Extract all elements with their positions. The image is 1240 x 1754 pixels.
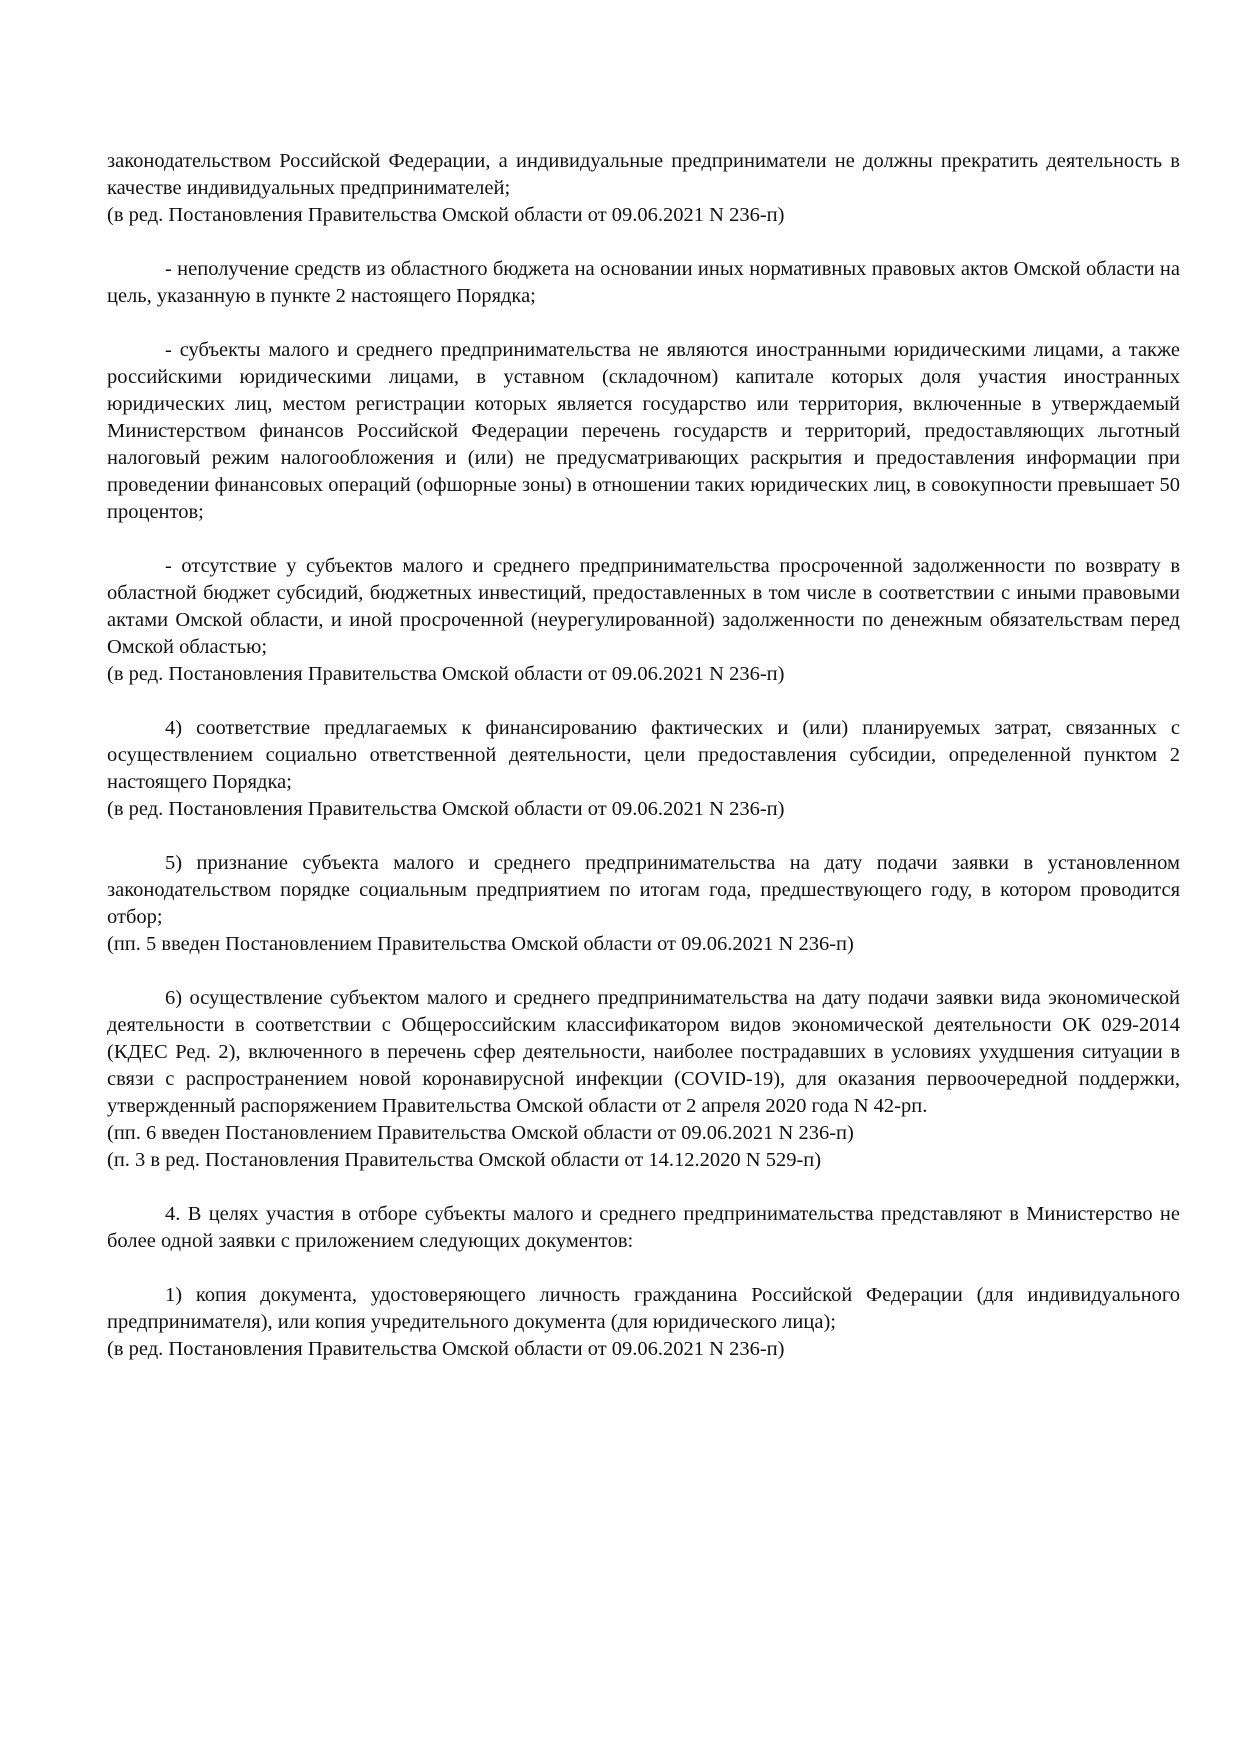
amendment-note: (в ред. Постановления Правительства Омской области от 09.06.2021 N 236-п)	[107, 798, 785, 820]
document-page	[107, 148, 1180, 1390]
paragraph-not-foreign-entities: - субъекты малого и среднего предпринимательства не являются иностранными юридическими лицами, а также российскими юридическими лицами, в уставном (складочном) капитале которых доля участия иностранных юридических лиц, местом регистрации которых является государство или территория, включенные в утверждаемый Министерством финансов Российской Федерации перечень государств и территорий, предоставляющих льготный налоговый режим налогообложения и (или) не предусматривающих раскрытия и предоставления информации при проведении финансовых операций (офшорные зоны) в отношении таких юридических лиц, в совокупности превышает 50 процентов;	[107, 339, 1180, 523]
amendment-note: (пп. 5 введен Постановлением Правительства Омской области от 09.06.2021 N 236-п)	[107, 933, 854, 955]
amendment-note: (п. 3 в ред. Постановления Правительства Омской области от 14.12.2020 N 529-п)	[107, 1149, 822, 1171]
no-budget-funds-block	[107, 256, 1180, 310]
paragraph-no-budget-funds: - неполучение средств из областного бюджета на основании иных нормативных правовых актов Омской области на цель, указанную в пункте 2 настоящего Порядка;	[107, 258, 1180, 307]
paragraph-no-overdue-debt: - отсутствие у субъектов малого и среднего предпринимательства просроченной задолженности по возврату в областной бюджет субсидий, бюджетных инвестиций, предоставленных в том числе в соответствии с иными правовыми актами Омской области, и иной просроченной (неурегулированной) задолженности по денежным обязательствам перед Омской областью;	[107, 555, 1180, 658]
amendment-note: (в ред. Постановления Правительства Омской области от 09.06.2021 N 236-п)	[107, 204, 785, 226]
continuation-block	[107, 148, 1180, 229]
paragraph-item-6: 6) осуществление субъектом малого и среднего предпринимательства на дату подачи заявки вида экономической деятельности в соответствии с Общероссийским классификатором видов экономической деятельности ОК 029-2014 (КДЕС Ред. 2), включенного в перечень сфер деятельности, наиболее пострадавших в условиях ухудшения ситуации в связи с распространением новой коронавирусной инфекции (COVID-19), для оказания первоочередной поддержки, утвержденный распоряжением Правительства Омской области от 2 апреля 2020 года N 42-рп.	[107, 987, 1180, 1117]
paragraph-item-4: 4) соответствие предлагаемых к финансированию фактических и (или) планируемых затрат, связанных с осуществлением социально ответственной деятельности, цели предоставления субсидии, определенной пунктом 2 настоящего Порядка;	[107, 717, 1180, 793]
paragraph-doc-item-1: 1) копия документа, удостоверяющего личность гражданина Российской Федерации (для индивидуального предпринимателя), или копия учредительного документа (для юридического лица);	[107, 1284, 1180, 1333]
amendment-note: (в ред. Постановления Правительства Омской области от 09.06.2021 N 236-п)	[107, 1338, 785, 1360]
item-4-block	[107, 715, 1180, 823]
no-overdue-debt-block	[107, 553, 1180, 688]
item-5-block	[107, 850, 1180, 958]
paragraph-item-5: 5) признание субъекта малого и среднего предпринимательства на дату подачи заявки в установленном законодательством порядке социальным предприятием по итогам года, предшествующего году, в котором проводится отбор;	[107, 852, 1180, 928]
section-4-block	[107, 1201, 1180, 1255]
doc-item-1-block	[107, 1282, 1180, 1363]
not-foreign-entities-block	[107, 337, 1180, 526]
item-6-block	[107, 985, 1180, 1174]
amendment-note: (в ред. Постановления Правительства Омской области от 09.06.2021 N 236-п)	[107, 663, 785, 685]
paragraph-continuation: законодательством Российской Федерации, а индивидуальные предприниматели не должны прекратить деятельность в качестве индивидуальных предпринимателей;	[107, 150, 1180, 199]
amendment-note: (пп. 6 введен Постановлением Правительства Омской области от 09.06.2021 N 236-п)	[107, 1122, 854, 1144]
paragraph-section-4: 4. В целях участия в отборе субъекты малого и среднего предпринимательства представляют в Министерство не более одной заявки с приложением следующих документов:	[107, 1203, 1180, 1252]
